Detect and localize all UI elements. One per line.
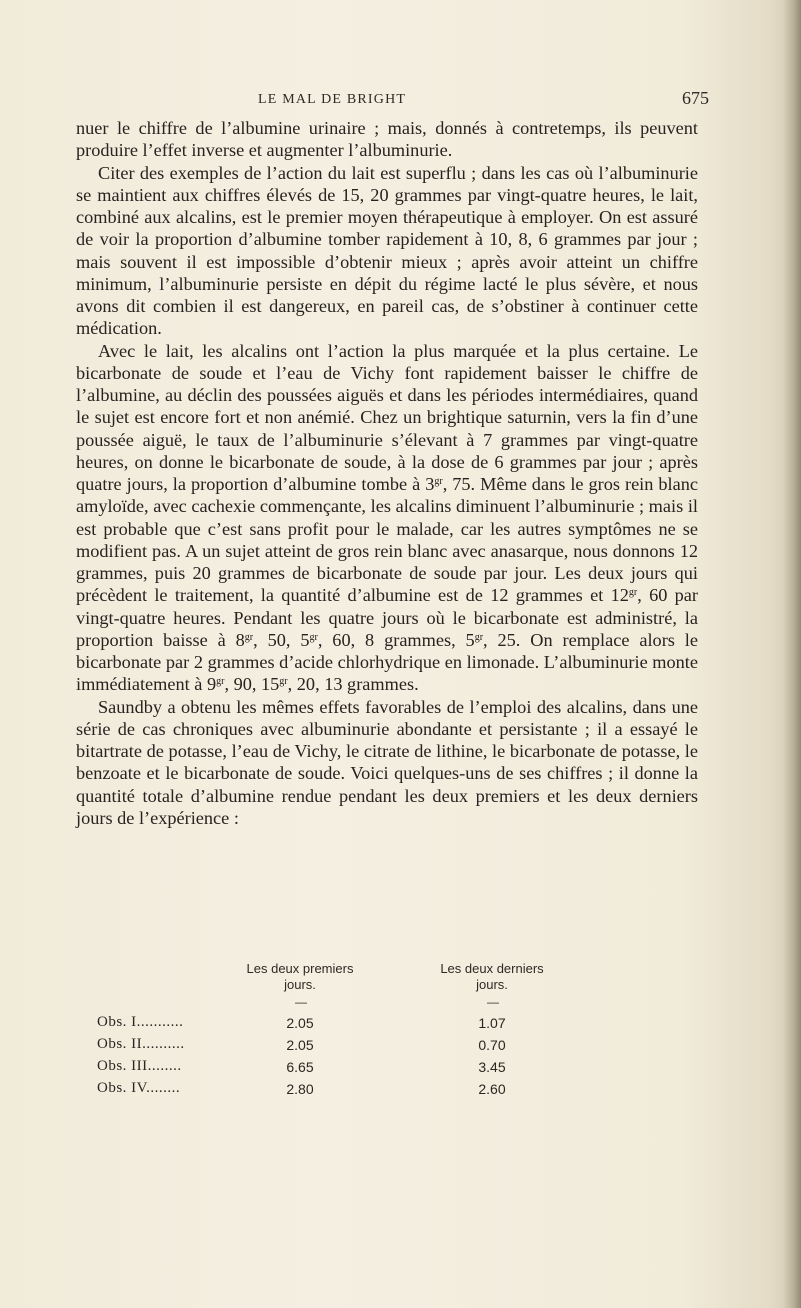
paragraph-4: Saundby a obtenu les mêmes effets favorables de l’emploi des alcalins, dans une série de cas chroniques avec albuminurie abondante et persistante ; il a essayé le bitartrate de potasse, l’eau de Vichy, le citrate de lithine, le bicarbonate de potasse, le benzoate et le bicarbonate de soude. Voici quelques-uns de ses chiffres ; il donne la quantité totale d’albumine rendue pendant les deux premiers et les deux derniers jours de l’expérience : [76,696,698,828]
column-header-first-line1: Les deux premiers [246,961,354,976]
table-row-label: Obs. II.......... [97,1036,185,1052]
table-cell-last: 1.07 [478,1015,506,1031]
page-number: 675 [682,88,709,108]
column-header-last-line1: Les deux derniers [440,961,544,976]
unit-gr: gr [216,676,225,688]
paragraph-1: nuer le chiffre de l’albumine urinaire ; mais, donnés à contretemps, ils peuvent produire l’effet inverse et augmenter l’albuminurie. [76,118,698,161]
column-header-last-line2: jours. [476,977,508,992]
paragraph-2: Citer des exemples de l’action du lait est superflu ; dans les cas où l’albuminurie se maintient aux chiffres élevés de 15, 20 grammes par vingt-quatre heures, le lait, combiné aux alcalins, est le premier moyen thérapeutique à employer. On est assuré de voir la proportion d’albumine tomber rapidement à 10, 8, 6 grammes par jour ; mais souvent il est impossible d’obtenir mieux ; après avoir atteint un chiffre minimum, l’albuminurie persiste en dépit du régime lacté le plus sévère, et nous avons dit combien il est dangereux, en pareil cas, de s’obstiner à continuer cette médication. [76,162,698,339]
paragraph-3 [76,340,698,696]
unit-gr: gr [474,631,484,643]
page-edge-shadow [783,0,801,1308]
table-cell-first: 6.65 [286,1059,314,1075]
unit-gr: gr [434,476,443,487]
unit-gr: gr [628,587,638,599]
table-cell-first: 2.05 [286,1037,314,1053]
paragraph-3-part-b: , 75. Même dans le gros rein blanc amyloïde, avec cachexie commençante, les alcalins diminuent l’albuminurie ; mais il est probable que c’est sans profit pour le malade, car les autres symptômes ne se modifient pas. A un sujet atteint de gros rein blanc avec anasarque, nous donnons 12 grammes, puis 20 grammes de bicarbonate de soude par jour. Les deux jours qui précèdent le traitement, la quantité d’albumine est de 12 grammes et 12 [76,474,698,606]
column-header-first-days [238,961,362,993]
table-row-label: Obs. IV........ [97,1080,181,1096]
paragraph-3-part-a: Avec le lait, les alcalins ont l’action la plus marquée et la plus certaine. Le bicarbonate de soude et l’eau de Vichy font rapidement baisser le chiffre de l’albumine, au déclin des poussées aiguës et dans les périodes intermédiaires, quand le sujet est encore fort et non anémié. Chez un brightique saturnin, vers la fin d’une poussée aiguë, le taux de l’albuminurie s’élevant à 7 grammes par vingt-quatre heures, on donne le bicarbonate de soude, à la dose de 6 grammes par jour ; après quatre jours, la proportion d’albumine tombe à 3 [76,340,698,494]
unit-gr: gr [244,631,254,643]
running-head: LE MAL DE BRIGHT [258,92,407,107]
column-dash: — [487,995,499,1009]
paragraph-3-part-g: , 90, 15 [224,674,280,695]
body-text [76,117,698,829]
column-header-first-line2: jours. [284,977,316,992]
table-cell-last: 0.70 [478,1037,506,1053]
paragraph-3-part-h: , 20, 13 grammes. [287,674,419,695]
paragraph-3-part-f: , 25. On remplace alors le bicarbonate par 2 grammes d’acide chlorhydrique en limonade. L’albuminurie monte immédiatement à 9 [76,629,698,695]
paragraph-3-part-d: , 50, 5 [253,629,310,650]
column-dash: — [295,995,307,1009]
paragraph-3-part-c: , 60 par vingt-quatre heures. Pendant les quatre jours où le bicarbonate est administré, la proportion baisse à 8 [76,585,698,650]
unit-gr: gr [279,676,288,688]
paragraph-3-part-e: , 60, 8 grammes, 5 [317,629,475,650]
table-cell-first: 2.05 [286,1015,314,1031]
unit-gr: gr [309,631,318,643]
table-cell-last: 3.45 [478,1059,506,1075]
table-cell-first: 2.80 [286,1081,314,1097]
table-row-label: Obs. III........ [97,1058,182,1074]
table-row-label: Obs. I........... [97,1014,184,1030]
column-header-last-days [430,961,554,993]
table-cell-last: 2.60 [478,1081,506,1097]
